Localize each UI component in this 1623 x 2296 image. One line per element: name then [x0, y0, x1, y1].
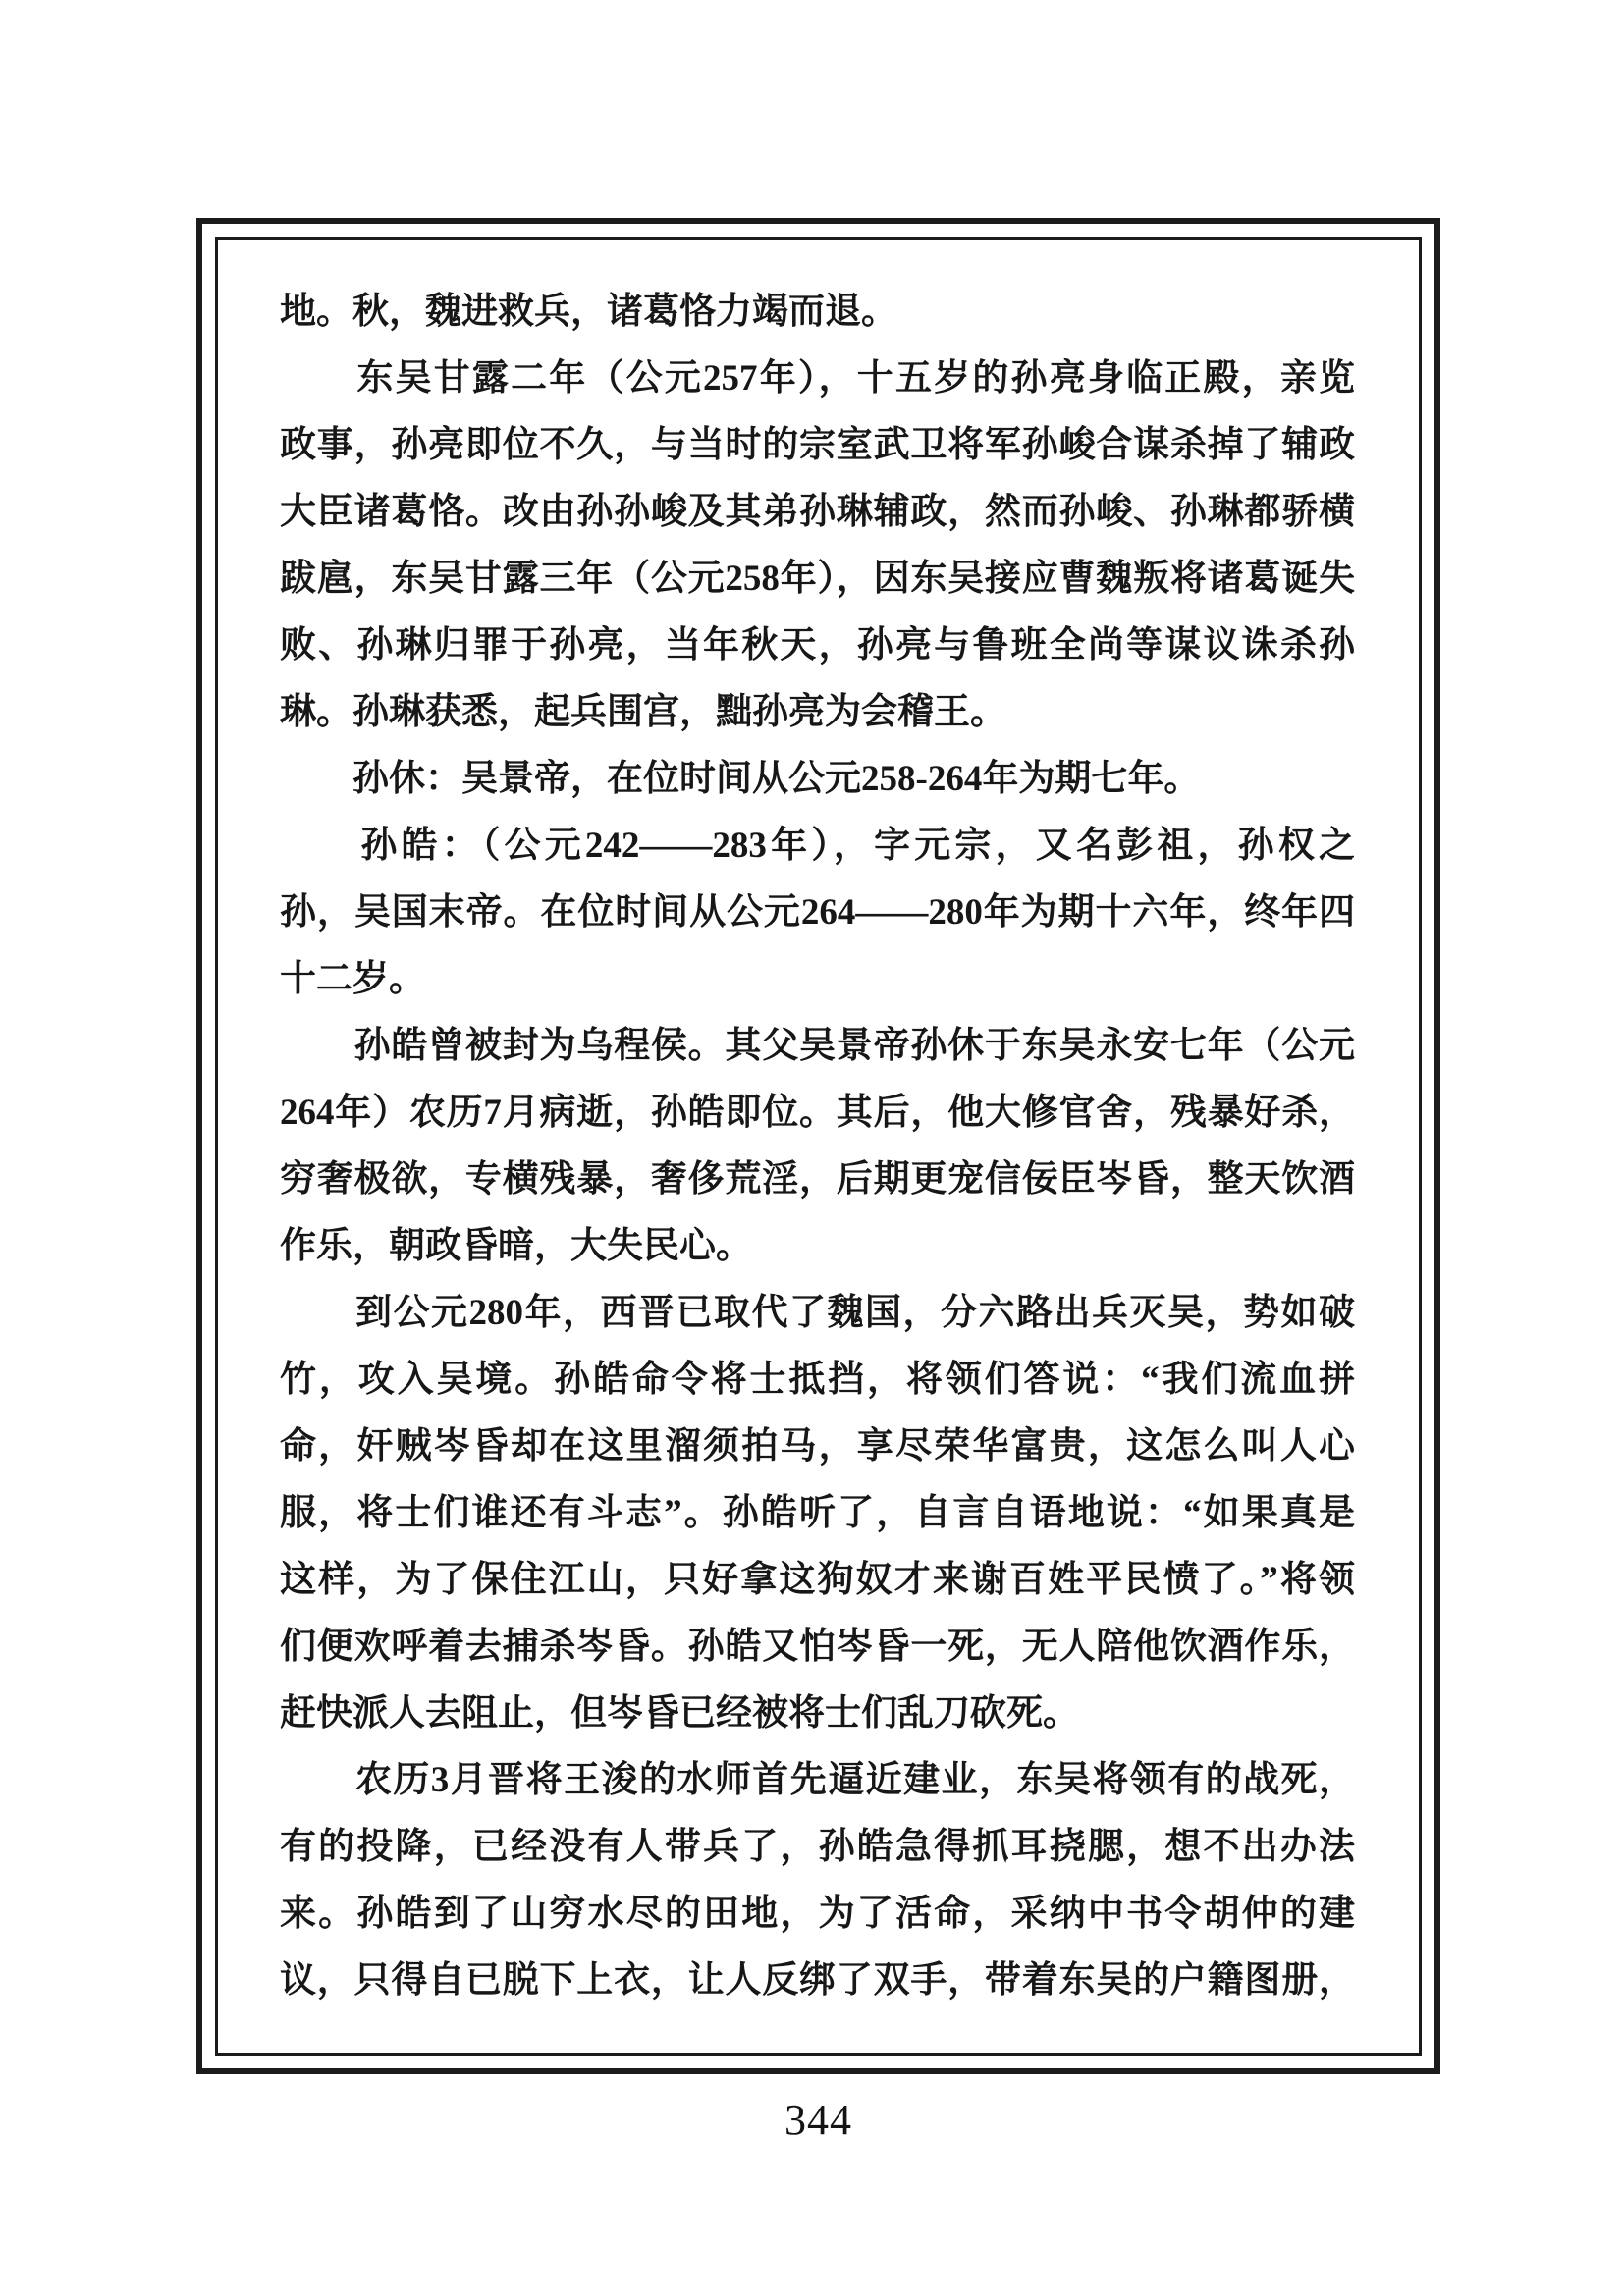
- page-border-inner: [215, 237, 1422, 2056]
- text-line: 来。孙皓到了山穷水尽的田地，为了活命，采纳中书令胡仲的建: [280, 1894, 1355, 1934]
- text-line: 孙休：吴景帝，在位时间从公元258-264年为期七年。: [280, 759, 1201, 799]
- text-line: 264年）农历7月病逝，孙皓即位。其后，他大修官舍，残暴好杀，: [280, 1093, 1355, 1133]
- text-line: 地。秋，魏进救兵，诸葛恪力竭而退。: [280, 292, 897, 332]
- text-line: 琳。孙琳获悉，起兵围宫，黜孙亮为会稽王。: [280, 692, 1006, 732]
- text-line: 议，只得自已脱下上衣，让人反绑了双手，带着东吴的户籍图册，: [280, 1960, 1355, 2001]
- text-line: 农历3月晋将王浚的水师首先逼近建业，东吴将领有的战死，: [280, 1760, 1355, 1800]
- page-number: 344: [784, 2096, 852, 2144]
- text-line: 命，奸贼岑昏却在这里溜须拍马，享尽荣华富贵，这怎么叫人心: [280, 1426, 1355, 1467]
- text-line: 这样，为了保住江山，只好拿这狗奴才来谢百姓平民愤了。”将领: [280, 1560, 1355, 1600]
- text-line: 服，将士们谁还有斗志”。孙皓听了，自言自语地说：“如果真是: [280, 1493, 1355, 1533]
- text-line: 竹，攻入吴境。孙皓命令将士抵挡，将领们答说：“我们流血拼: [280, 1360, 1355, 1400]
- text-line: 败、孙琳归罪于孙亮，当年秋天，孙亮与鲁班全尚等谋议诛杀孙: [280, 625, 1355, 666]
- text-line: 作乐，朝政昏暗，大失民心。: [280, 1226, 752, 1266]
- text-line: 跋扈，东吴甘露三年（公元258年），因东吴接应曹魏叛将诸葛诞失: [280, 559, 1355, 599]
- text-line: 孙皓：（公元242——283年），字元宗，又名彭祖，孙权之: [280, 826, 1355, 866]
- text-line: 孙，吴国末帝。在位时间从公元264——280年为期十六年，终年四: [280, 892, 1355, 933]
- text-line: 有的投降，已经没有人带兵了，孙皓急得抓耳挠腮，想不出办法: [280, 1827, 1355, 1867]
- text-line: 政事，孙亮即位不久，与当时的宗室武卫将军孙峻合谋杀掉了辅政: [280, 425, 1355, 465]
- text-line: 孙皓曾被封为乌程侯。其父吴景帝孙休于东吴永安七年（公元: [280, 1026, 1355, 1066]
- body-text: [280, 279, 1355, 2014]
- text-line: 大臣诸葛恪。改由孙孙峻及其弟孙琳辅政，然而孙峻、孙琳都骄横: [280, 492, 1355, 532]
- text-line: 赶快派人去阻止，但岑昏已经被将士们乱刀砍死。: [280, 1693, 1079, 1734]
- text-line: 穷奢极欲，专横残暴，奢侈荒淫，后期更宠信佞臣岑昏，整天饮酒: [280, 1159, 1355, 1200]
- text-line: 十二岁。: [280, 959, 425, 999]
- text-line: 到公元280年，西晋已取代了魏国，分六路出兵灭吴，势如破: [280, 1293, 1355, 1333]
- text-line: 东吴甘露二年（公元257年），十五岁的孙亮身临正殿，亲览: [280, 358, 1355, 399]
- text-line: 们便欢呼着去捕杀岑昏。孙皓又怕岑昏一死，无人陪他饮酒作乐，: [280, 1627, 1355, 1667]
- page-border-outer: [196, 218, 1440, 2074]
